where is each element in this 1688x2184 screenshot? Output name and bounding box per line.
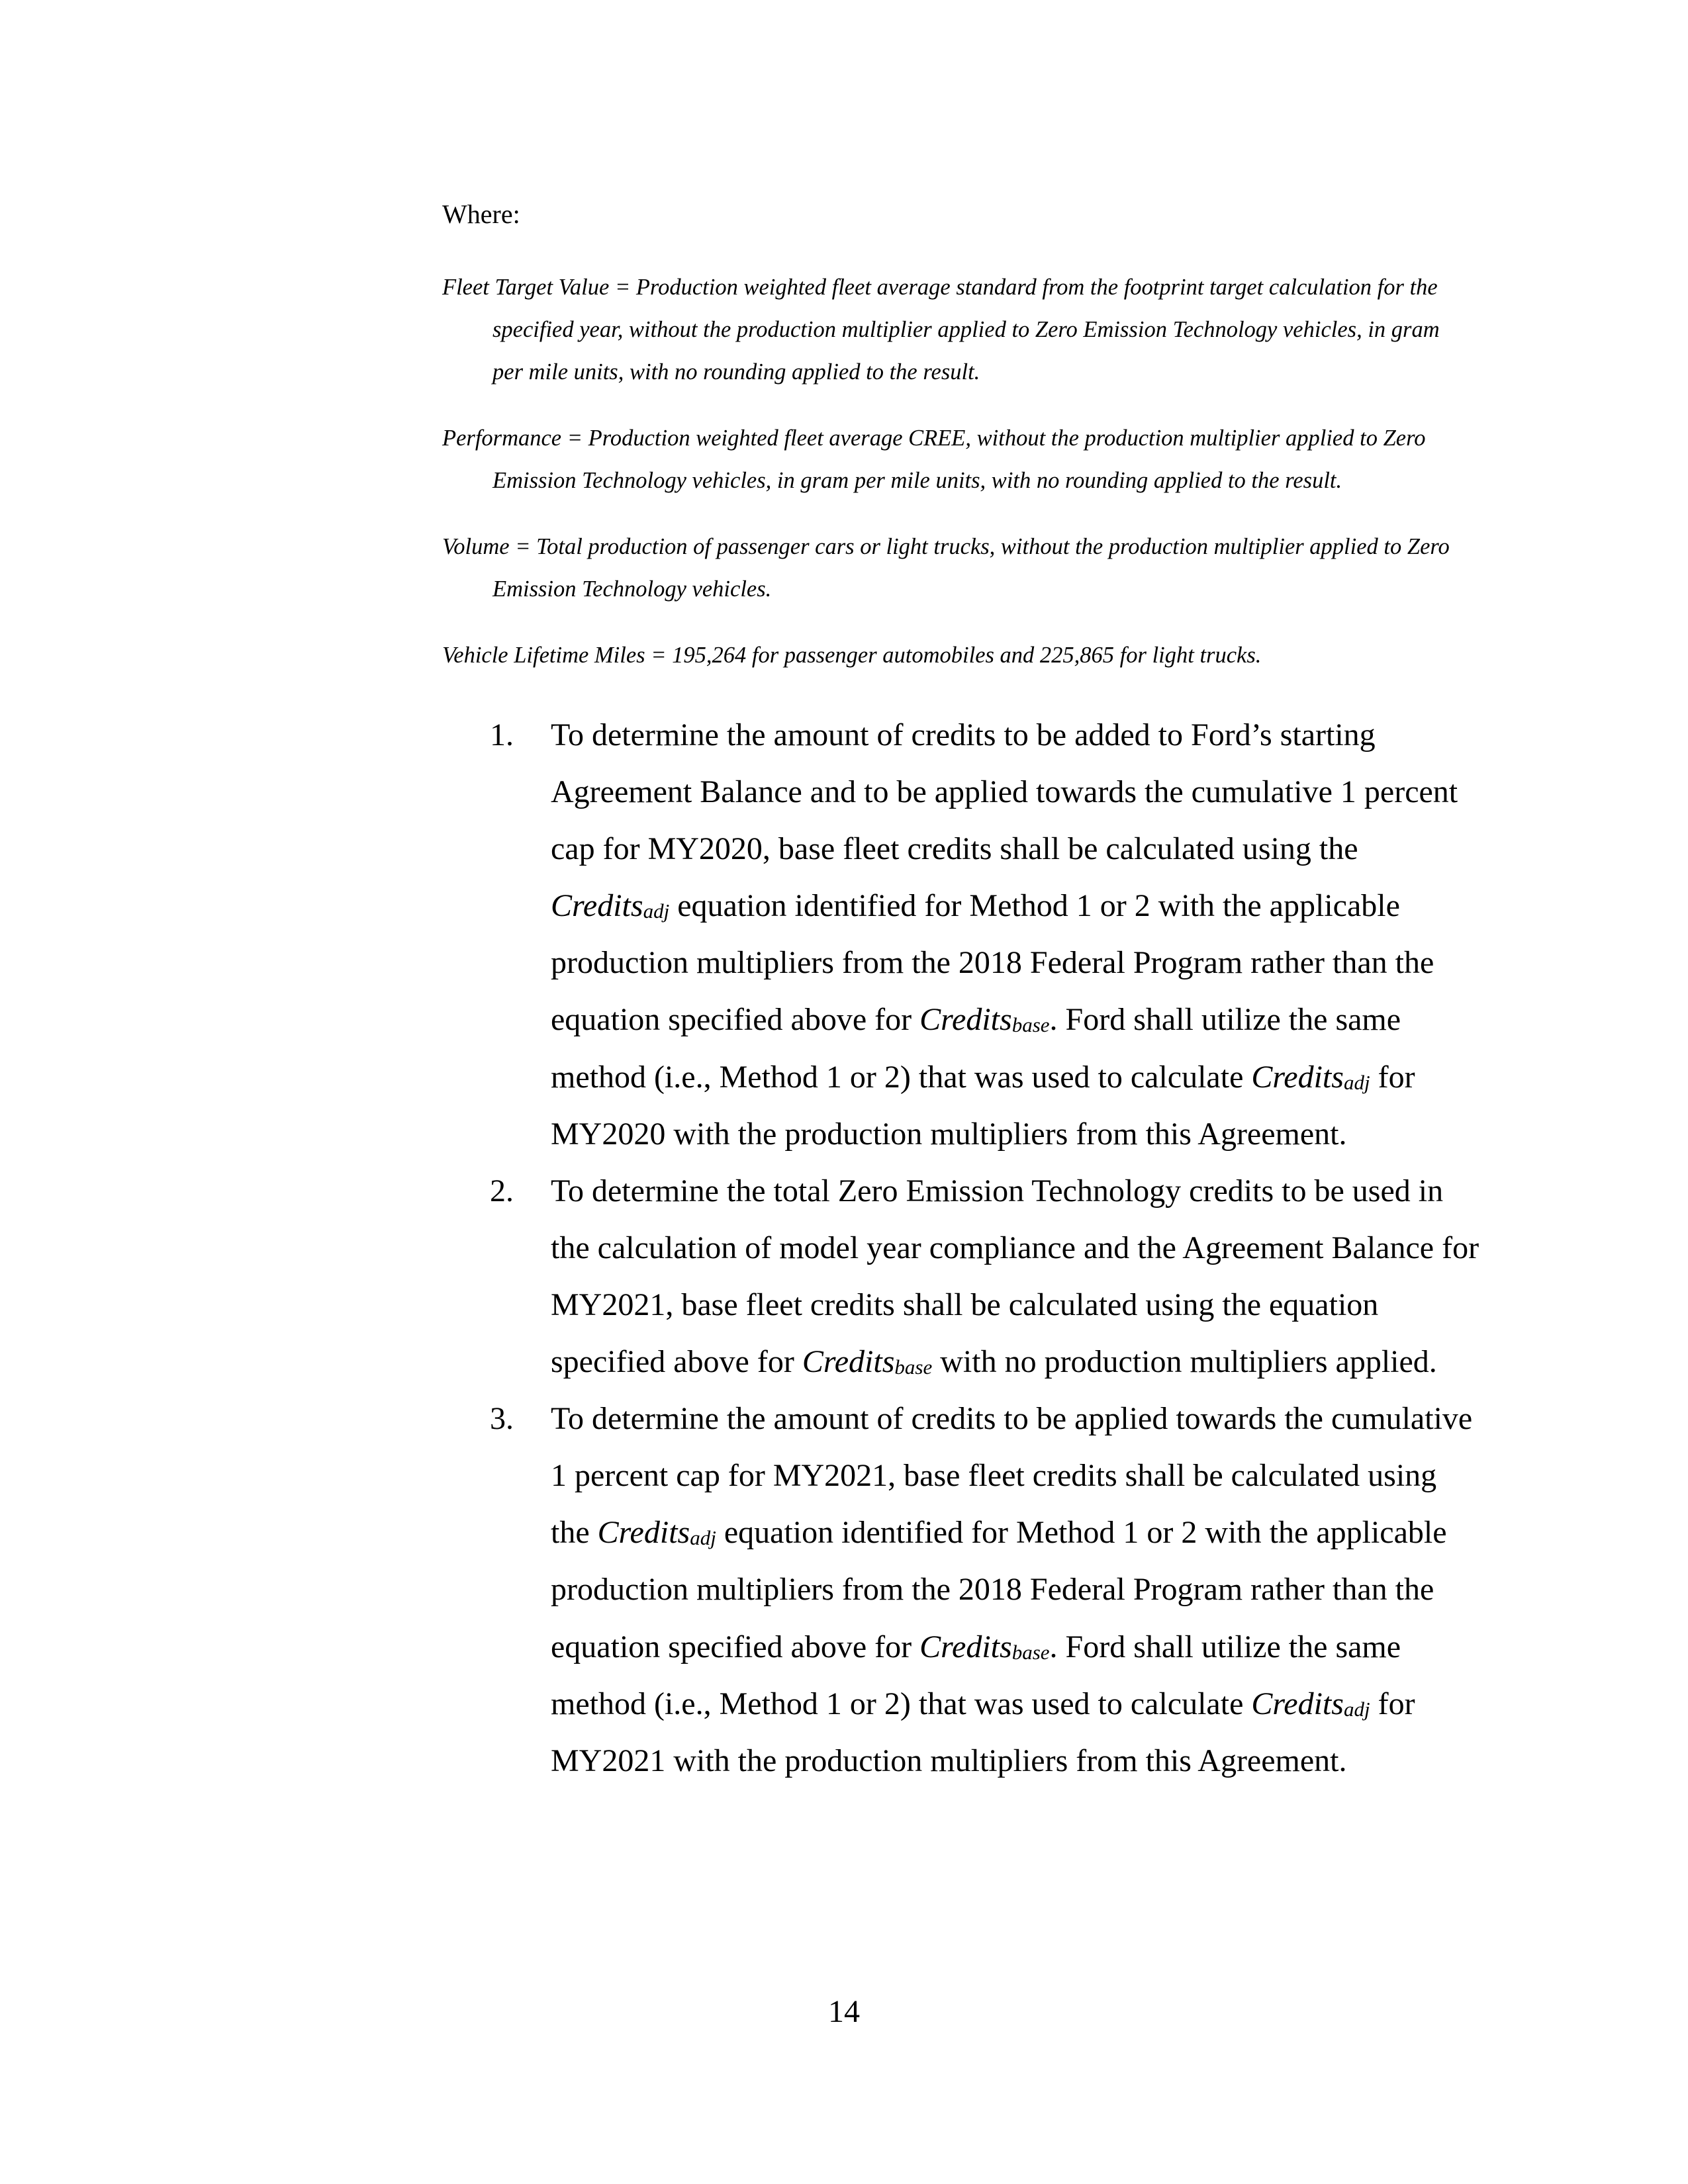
- credits-subscript: base: [894, 1355, 933, 1379]
- credits-term: Credits$_{adj}$: [1251, 1686, 1370, 1721]
- credits-term: Credits$_{adj}$: [1251, 1059, 1370, 1095]
- credits-subscript: adj: [1343, 1697, 1370, 1721]
- definitions-list: [442, 266, 1475, 676]
- credits-term: Credits$_{base}$: [802, 1344, 933, 1380]
- definition-vehicle-lifetime-miles: Vehicle Lifetime Miles = 195,264 for passenger automobiles and 225,865 for light trucks.: [442, 643, 1262, 668]
- credits-subscript: base: [1011, 1640, 1050, 1664]
- credits-subscript: base: [1011, 1013, 1050, 1037]
- credits-term: Credits$_{base}$: [919, 1002, 1050, 1038]
- definition-fleet-target-value: Fleet Target Value = Production weighted fleet average standard from the footprint target calculation for the specified year, without the production multiplier applied to Zero Emission Technology vehicles, in gram per mile units, with no rounding applied to the result.: [442, 275, 1440, 385]
- list-item: [490, 707, 1483, 1163]
- credits-term: Credits$_{adj}$: [597, 1515, 716, 1551]
- list-item-text: To determine the amount of credits to be applied towards the cumulative 1 percent cap for MY2021, base fleet credits shall be calculated using the Credits$_{adj}$ equation identified for Method 1 or 2 with the applicable production multipliers from the 2018 Federal Program rather than the equation specified above for Credits$_{base}$. Ford shall utilize the same method (i.e., Method 1 or 2) that was used to calculate Credits$_{adj}$ for MY2021 with the production multipliers from this Agreement.: [551, 1401, 1473, 1778]
- definition-volume: Volume = Total production of passenger cars or light trucks, without the production multiplier applied to Zero Emission Technology vehicles.: [442, 534, 1450, 602]
- page-number: 14: [828, 1994, 860, 2029]
- numbered-list: [490, 707, 1483, 1790]
- list-item-text: To determine the amount of credits to be added to Ford’s starting Agreement Balance and to be applied towards the cumulative 1 percent cap for MY2020, base fleet credits shall be calculated using the Credits$_{adj}$ equation identified for Method 1 or 2 with the applicable production multipliers from the 2018 Federal Program rather than the equation specified above for Credits$_{base}$. Ford shall utilize the same method (i.e., Method 1 or 2) that was used to calculate Credits$_{adj}$ for MY2020 with the production multipliers from this Agreement.: [551, 717, 1458, 1152]
- credits-subscript: adj: [690, 1526, 716, 1550]
- list-item-number: 3.: [490, 1401, 514, 1437]
- list-item-number: 1.: [490, 717, 514, 752]
- list-item-text: To determine the total Zero Emission Technology credits to be used in the calculation of model year compliance and the Agreement Balance for MY2021, base fleet credits shall be calculated using the equation specified above for Credits$_{base}$ with no production multipliers applied.: [551, 1173, 1479, 1380]
- credits-term: Credits$_{base}$: [919, 1629, 1050, 1664]
- credits-subscript: adj: [643, 899, 670, 923]
- credits-term: Credits$_{adj}$: [551, 888, 670, 924]
- definition-performance: Performance = Production weighted fleet average CREE, without the production multiplier applied to Zero Emission Technology vehicles, in gram per mile units, with no rounding applied to the result.: [442, 426, 1426, 493]
- list-item-number: 2.: [490, 1173, 514, 1208]
- where-label: Where:: [442, 199, 520, 229]
- credits-subscript: adj: [1343, 1070, 1370, 1094]
- list-item: [490, 1390, 1483, 1790]
- list-item: [490, 1163, 1483, 1390]
